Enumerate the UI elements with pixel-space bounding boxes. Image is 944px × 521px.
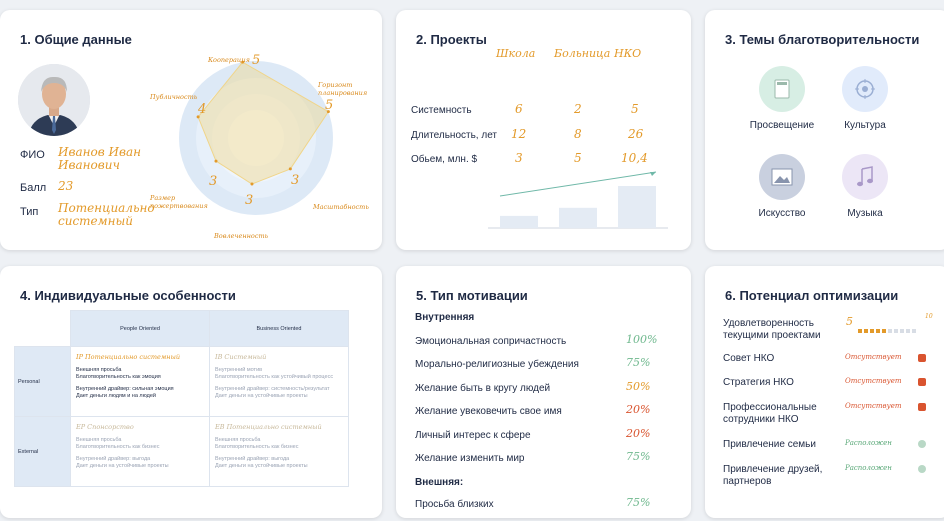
matrix-cell-line: Благотворительность как бизнес	[76, 444, 160, 451]
satisfaction-segment	[882, 329, 886, 333]
status-indicator	[918, 403, 926, 411]
project-volume-bar	[618, 186, 656, 228]
satisfaction-scale	[858, 320, 918, 338]
radar-label-publicity: Публичность	[150, 93, 198, 101]
status-indicator	[918, 354, 926, 362]
matrix-row-header: External	[15, 417, 71, 487]
project-row-label: Длительность, лет	[411, 130, 498, 141]
motivation-row-value: 75%	[626, 496, 651, 509]
satisfaction-segment	[900, 329, 904, 333]
matrix-col-header: People Oriented	[71, 311, 210, 347]
radar-point	[289, 167, 292, 170]
motivation-row-label: Просьба близких	[415, 499, 494, 510]
music-note-icon[interactable]	[842, 154, 888, 200]
optimization-row-status: Отсутствует	[845, 353, 902, 361]
matrix-cell-line: Внутренний драйвер: сильная эмоция	[76, 385, 174, 392]
fio-label: ФИО	[20, 149, 45, 161]
type-value: Потенциально системный	[58, 201, 155, 228]
project-col-nko: НКО	[614, 47, 642, 60]
matrix-row-header: Personal	[15, 347, 71, 417]
matrix-cell-title: EB Потенциально системный	[215, 423, 322, 431]
status-indicator	[918, 440, 926, 448]
project-cell: 26	[628, 127, 644, 141]
optimization-title: 6. Потенциал оптимизации	[725, 288, 899, 303]
matrix-cell	[210, 347, 349, 417]
matrix-cell	[71, 417, 210, 487]
project-cell: 2	[574, 102, 582, 116]
book-icon[interactable]	[759, 66, 805, 112]
satisfaction-segment	[870, 329, 874, 333]
project-row-label: Обьем, млн. $	[411, 154, 478, 165]
matrix-cell-line: Дает деньги людям и на людей	[76, 393, 156, 400]
features-title: 4. Индивидуальные особенности	[20, 288, 236, 303]
motivation-title: 5. Тип мотивации	[416, 288, 528, 303]
motivation-row-label: Личный интерес к сфере	[415, 430, 531, 441]
optimization-row-label: Стратегия НКО	[723, 377, 794, 388]
satisfaction-segment	[858, 329, 862, 333]
radar-point	[250, 183, 253, 186]
matrix-cell-title: IP Потенциально системный	[76, 353, 181, 361]
radar-value-publicity: 4	[198, 102, 207, 117]
motivation-row-label: Эмоциональная сопричастность	[415, 336, 567, 347]
theme-label-culture: Культура	[844, 120, 886, 131]
matrix-cell-line: Внешняя просьба	[215, 436, 261, 443]
project-col-school: Школа	[496, 47, 536, 60]
project-cell: 3	[515, 151, 523, 165]
matrix-cell-line: Дает деньги на устойчивые проекты	[215, 393, 308, 400]
theme-label-music: Музыка	[847, 208, 883, 219]
satisfaction-max: 10	[925, 313, 933, 320]
satisfaction-segment	[912, 329, 916, 333]
fio-value: Иванов Иван Иванович	[58, 145, 142, 172]
motivation-row-value: 20%	[626, 403, 651, 416]
matrix-cell-line: Внешняя просьба	[76, 366, 122, 373]
status-indicator	[918, 378, 926, 386]
satisfaction-value: 5	[846, 315, 853, 328]
satisfaction-segment	[906, 329, 910, 333]
satisfaction-segment	[864, 329, 868, 333]
matrix-col-header: Business Oriented	[210, 311, 349, 347]
motivation-row-value: 50%	[626, 380, 651, 393]
theme-label-art: Искусство	[758, 208, 806, 219]
theme-label-education: Просвещение	[749, 120, 815, 131]
project-col-hospital: Больница	[554, 47, 611, 60]
radar-value-scale: 3	[291, 173, 300, 188]
general-data-card	[0, 10, 382, 250]
motivation-row-value: 75%	[626, 356, 651, 369]
matrix-cell-line: Благотворительность как устойчивый процесс	[215, 374, 334, 381]
optimization-card	[705, 266, 944, 518]
radar-value-engagement: 3	[245, 193, 254, 208]
projects-title: 2. Проекты	[416, 32, 487, 47]
satisfaction-label: Удовлетворенность текущими проектами	[723, 318, 821, 341]
radar-point	[214, 160, 217, 163]
project-cell: 5	[631, 102, 639, 116]
motivation-row-value: 100%	[626, 333, 658, 346]
matrix-cell-line: Благотворительность как бизнес	[215, 444, 299, 451]
motivation-row-value: 75%	[626, 450, 651, 463]
score-label: Балл	[20, 182, 47, 194]
optimization-row-status: Отсутствует	[845, 402, 902, 410]
radar-value-donation-size: 3	[209, 174, 218, 189]
status-indicator	[918, 465, 926, 473]
score-value: 23	[58, 179, 74, 193]
optimization-row-label: Профессиональные сотрудники НКО	[723, 402, 817, 425]
matrix-corner	[15, 311, 71, 347]
radar-value-horizon: 5	[325, 98, 334, 113]
project-volume-bar	[500, 216, 538, 228]
radar-label-cooperation: Кооперация	[208, 56, 250, 64]
optimization-row-label: Совет НКО	[723, 353, 775, 364]
radar-label-horizon: Горизонт планирования	[318, 81, 368, 97]
matrix-cell-title: EP Спонсорство	[76, 423, 134, 431]
satisfaction-segment	[876, 329, 880, 333]
project-cell: 5	[574, 151, 582, 165]
project-row-label: Системность	[411, 105, 472, 116]
internal-section-label: Внутренняя	[415, 312, 475, 323]
radar-value-cooperation: 5	[252, 53, 261, 68]
project-cell: 8	[574, 127, 582, 141]
radar-label-engagement: Вовлеченность	[214, 232, 269, 240]
matrix-cell-line: Внутренний драйвер: выгода	[76, 455, 151, 462]
matrix-cell-line: Внутренний драйвер: выгода	[215, 455, 290, 462]
satisfaction-segment	[894, 329, 898, 333]
themes-title: 3. Темы благотворительности	[725, 32, 920, 47]
features-matrix	[14, 310, 349, 487]
matrix-cell-line: Дает деньги на устойчивые проекты	[76, 463, 169, 470]
external-section-label: Внешняя:	[415, 477, 464, 488]
motivation-row-value: 20%	[626, 427, 651, 440]
motivation-row-label: Морально-религиозные убеждения	[415, 359, 579, 370]
projects-volume-chart	[488, 170, 668, 232]
optimization-row-status: Расположен	[845, 464, 892, 472]
project-cell: 6	[515, 102, 523, 116]
trend-arrow-icon	[650, 172, 656, 176]
projects-card	[396, 10, 691, 250]
theater-icon[interactable]	[842, 66, 888, 112]
radar-chart	[150, 50, 380, 250]
matrix-cell	[210, 417, 349, 487]
optimization-row-status: Расположен	[845, 439, 892, 447]
matrix-cell-line: Внутренний мотив	[215, 366, 263, 373]
matrix-cell-line: Благотворительность как эмоция	[76, 374, 161, 381]
matrix-cell-line: Внутренний драйвер: системность/результат	[215, 385, 330, 392]
general-data-title: 1. Общие данные	[20, 32, 132, 47]
matrix-cell	[71, 347, 210, 417]
matrix-cell-title: IB Системный	[215, 353, 267, 361]
satisfaction-segment	[888, 329, 892, 333]
matrix-cell-line: Внешняя просьба	[76, 436, 122, 443]
picture-icon[interactable]	[759, 154, 805, 200]
type-label: Тип	[20, 206, 39, 218]
motivation-card	[396, 266, 691, 518]
themes-card	[705, 10, 944, 250]
optimization-row-status: Отсутствует	[845, 377, 902, 385]
optimization-row-label: Привлечение семьи	[723, 439, 816, 450]
avatar	[18, 64, 90, 136]
motivation-row-label: Желание изменить мир	[415, 453, 525, 464]
project-volume-bar	[559, 208, 597, 228]
project-cell: 12	[511, 127, 527, 141]
project-cell: 10,4	[621, 151, 648, 165]
optimization-row-label: Привлечение друзей, партнеров	[723, 464, 823, 487]
features-card	[0, 266, 382, 518]
motivation-row-label: Желание быть в кругу людей	[415, 383, 551, 394]
radar-label-donation-size: Размер пожертвования	[150, 194, 208, 210]
matrix-cell-line: Дает деньги на устойчивые проекты	[215, 463, 308, 470]
radar-label-scale: Масштабность	[313, 203, 369, 211]
motivation-row-label: Желание увековечить свое имя	[415, 406, 562, 417]
